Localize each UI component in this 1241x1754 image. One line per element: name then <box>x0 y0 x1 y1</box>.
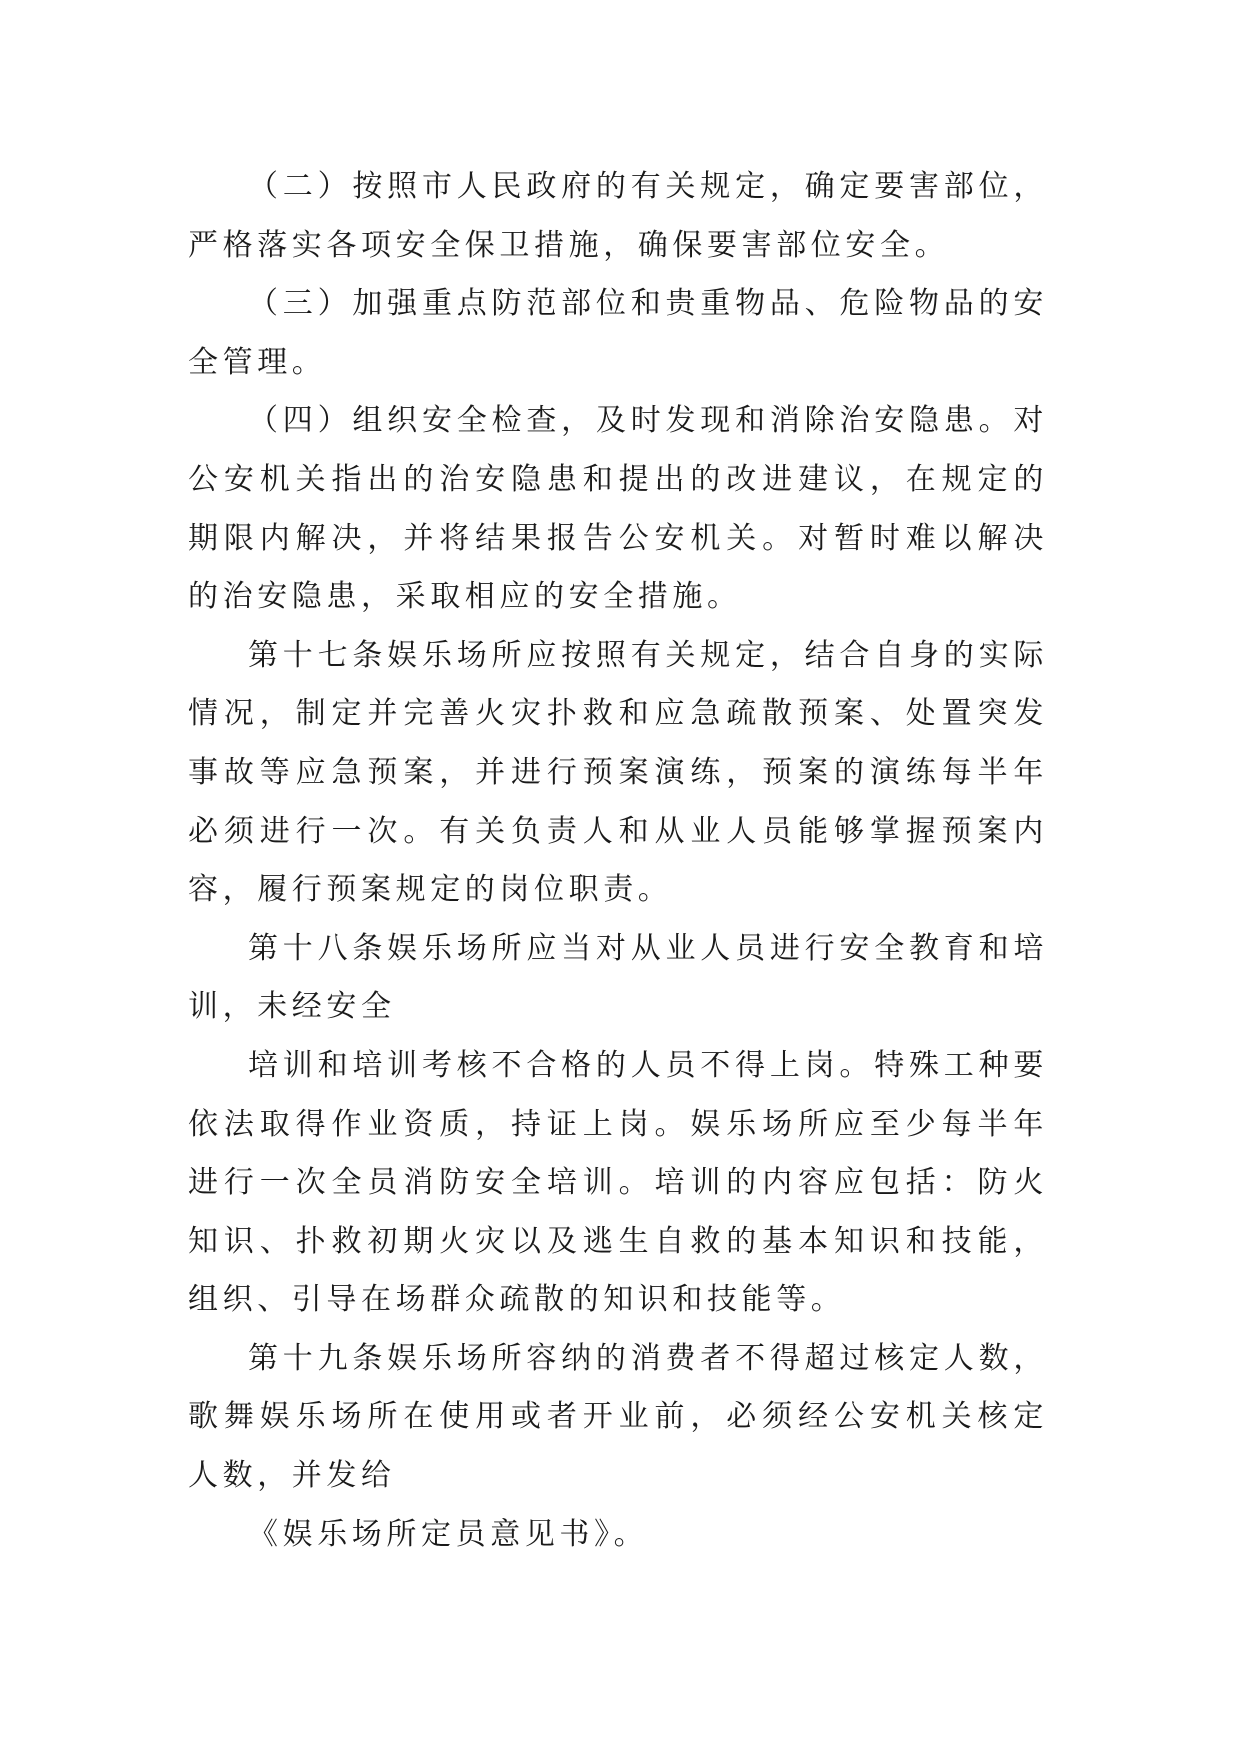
document-body <box>188 158 1048 1564</box>
paragraph-item-2: （二）按照市人民政府的有关规定，确定要害部位，严格落实各项安全保卫措施，确保要害部位安全。 <box>188 169 1048 263</box>
article-18: 第十八条娱乐场所应当对从业人员进行安全教育和培训，未经安全 <box>188 930 1048 1025</box>
article-19-continued: 《娱乐场所定员意见书》。 <box>248 1516 649 1552</box>
article-18-continued: 培训和培训考核不合格的人员不得上岗。特殊工种要依法取得作业资质，持证上岗。娱乐场所应至少每半年进行一次全员消防安全培训。培训的内容应包括：防火知识、扑救初期火灾以及逃生自救的基本知识和技能，组织、引导在场群众疏散的知识和技能等。 <box>188 1047 1048 1318</box>
paragraph-item-3: （三）加强重点防范部位和贵重物品、危险物品的安全管理。 <box>188 286 1048 380</box>
paragraph-item-4: （四）组织安全检查，及时发现和消除治安隐患。对公安机关指出的治安隐患和提出的改进建议，在规定的期限内解决，并将结果报告公安机关。对暂时难以解决的治安隐患，采取相应的安全措施。 <box>188 403 1048 615</box>
article-17: 第十七条娱乐场所应按照有关规定，结合自身的实际情况，制定并完善火灾扑救和应急疏散预案、处置突发事故等应急预案，并进行预案演练，预案的演练每半年必须进行一次。有关负责人和从业人员能够掌握预案内容，履行预案规定的岗位职责。 <box>188 637 1048 908</box>
article-19: 第十九条娱乐场所容纳的消费者不得超过核定人数，歌舞娱乐场所在使用或者开业前，必须经公安机关核定人数，并发给 <box>188 1340 1048 1494</box>
